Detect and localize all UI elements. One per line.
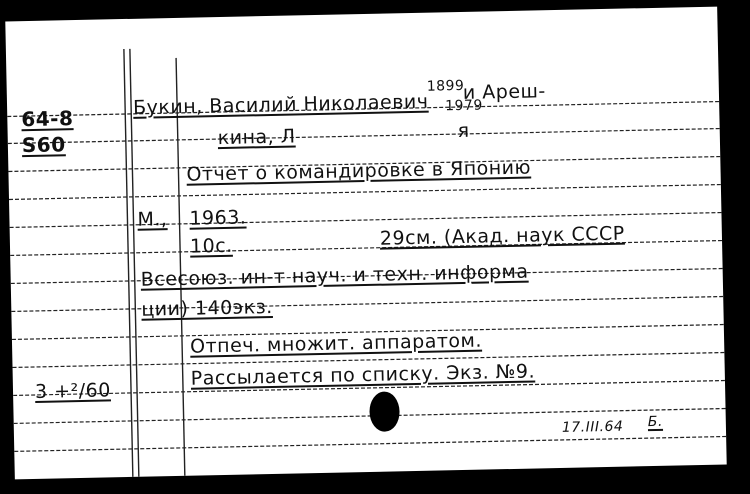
date-stamp: 17.III.64 <box>561 418 624 436</box>
author-birth-year: 1899 <box>426 77 465 95</box>
place: М., <box>137 208 168 231</box>
call-number-bottom: S60 <box>21 132 66 158</box>
coauthor-name: кина, Л <box>217 125 296 150</box>
shelf-mark: 3 +²/60 <box>34 379 112 403</box>
title: Отчет о командировке в Японию <box>186 156 532 186</box>
print-note: Отпеч. множит. аппаратом. <box>189 329 483 358</box>
publisher-line2: ции) 140экз. <box>141 295 273 321</box>
year: 1963. <box>189 206 247 230</box>
coauthor-prefix: и Ареш- <box>462 80 546 104</box>
publisher-line1: Всесоюз. ин-т науч. и техн. информа <box>140 260 529 291</box>
author-name: Букин, Василий Николаевич <box>132 90 429 119</box>
coauthor-patronymic: я <box>457 119 470 143</box>
pages: 10с. <box>189 234 233 258</box>
catalog-card <box>5 7 726 480</box>
distribution: Рассылается по списку. Экз. №9. <box>190 360 536 390</box>
initials: Б. <box>647 413 664 431</box>
author-death-year: 1979 <box>444 97 483 115</box>
call-number-top: 64-8 <box>21 106 74 132</box>
size: 29см. (Акад. наук СССР <box>379 222 625 250</box>
